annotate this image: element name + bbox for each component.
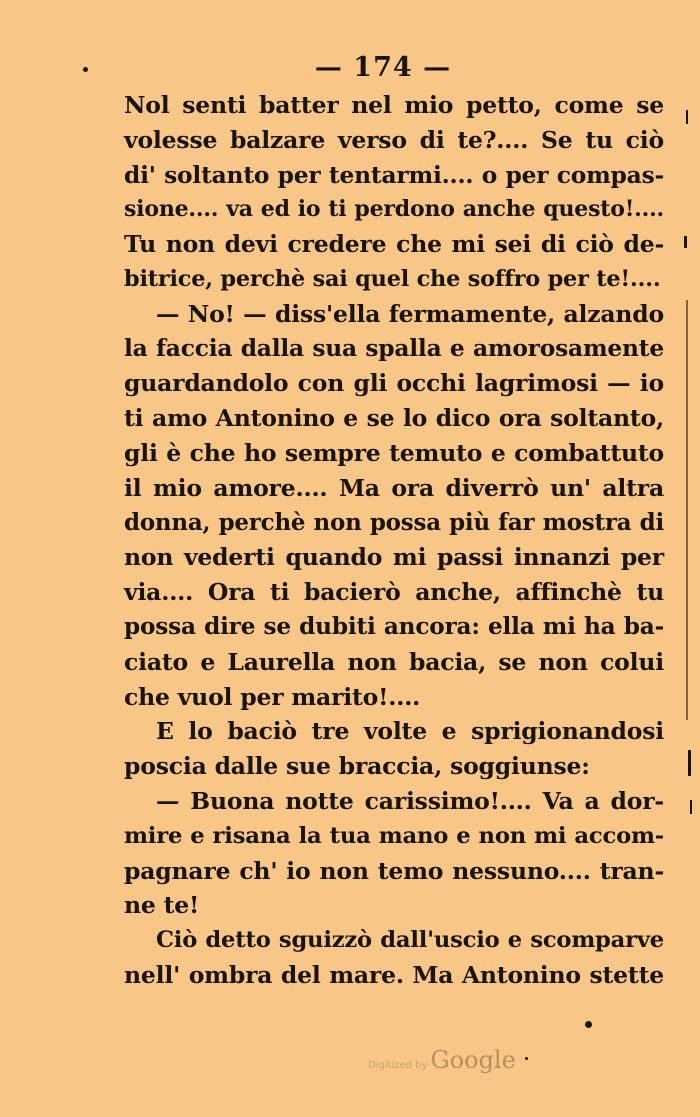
- text-line: non vederti quando mi passi innanzi per: [124, 543, 664, 572]
- text-line: ciato e Laurella non bacia, se non colui: [124, 647, 664, 676]
- speck-mark: [525, 1057, 528, 1060]
- text-line: il mio amore.... Ma ora diverrò un' altra: [124, 473, 664, 502]
- body-text: [124, 88, 664, 993]
- text-line: — Buona notte carissimo!.... Va a dor-: [156, 786, 664, 815]
- text-line: sione.... va ed io ti perdono anche questo!....: [124, 196, 664, 223]
- speck-mark: [83, 67, 88, 72]
- text-line: nell' ombra del mare. Ma Antonino stette: [124, 960, 664, 989]
- margin-mark: [686, 110, 688, 124]
- text-line: gli è che ho sempre temuto e combattuto: [124, 438, 664, 467]
- text-line: Nol senti batter nel mio petto, come se: [124, 91, 664, 119]
- margin-mark: [688, 750, 691, 776]
- text-line: Tu non devi credere che mi sei di ciò de-: [124, 230, 664, 259]
- speck-mark: [585, 1021, 592, 1028]
- text-line: mire e risana la tua mano e non mi accom-: [124, 822, 664, 849]
- text-line: possa dire se dubiti ancora: ella mi ha ba-: [124, 612, 664, 640]
- watermark-small-text: Digitized by: [368, 1060, 428, 1071]
- page-number: — 174 —: [314, 52, 452, 83]
- digitized-by-watermark: [368, 1046, 516, 1074]
- text-line: donna, perchè non possa più far mostra di: [124, 508, 664, 536]
- text-line: poscia dalle sue braccia, soggiunse:: [124, 752, 590, 781]
- margin-mark: [684, 236, 687, 248]
- text-line: ti amo Antonino e se lo dico ora soltanto,: [124, 404, 664, 433]
- text-line: la faccia dalla sua spalla e amorosamente: [124, 334, 664, 362]
- text-line: volesse balzare verso di te?.... Se tu ciò: [124, 125, 664, 154]
- text-line: guardandolo con gli occhi lagrimosi — io: [124, 369, 664, 398]
- text-line: via.... Ora ti bacierò anche, affinchè tu: [124, 578, 664, 607]
- margin-mark: [690, 800, 692, 814]
- text-line: ne te!: [124, 891, 200, 920]
- margin-mark: [686, 300, 688, 720]
- text-line: che vuol per marito!....: [124, 682, 421, 711]
- text-line: — No! — diss'ella fermamente, alzando: [156, 299, 664, 328]
- watermark-brand-text: Google: [430, 1046, 516, 1074]
- text-line: pagnare ch' io non temo nessuno.... tran-: [124, 856, 664, 885]
- text-line: Ciò detto sguizzò dall'uscio e scomparve: [156, 927, 664, 954]
- text-line: di' soltanto per tentarmi.... o per compas-: [124, 160, 664, 189]
- text-line: E lo baciò tre volte e sprigionandosi: [156, 717, 664, 746]
- text-line: bitrice, perchè sai quel che soffro per te!....: [124, 265, 661, 292]
